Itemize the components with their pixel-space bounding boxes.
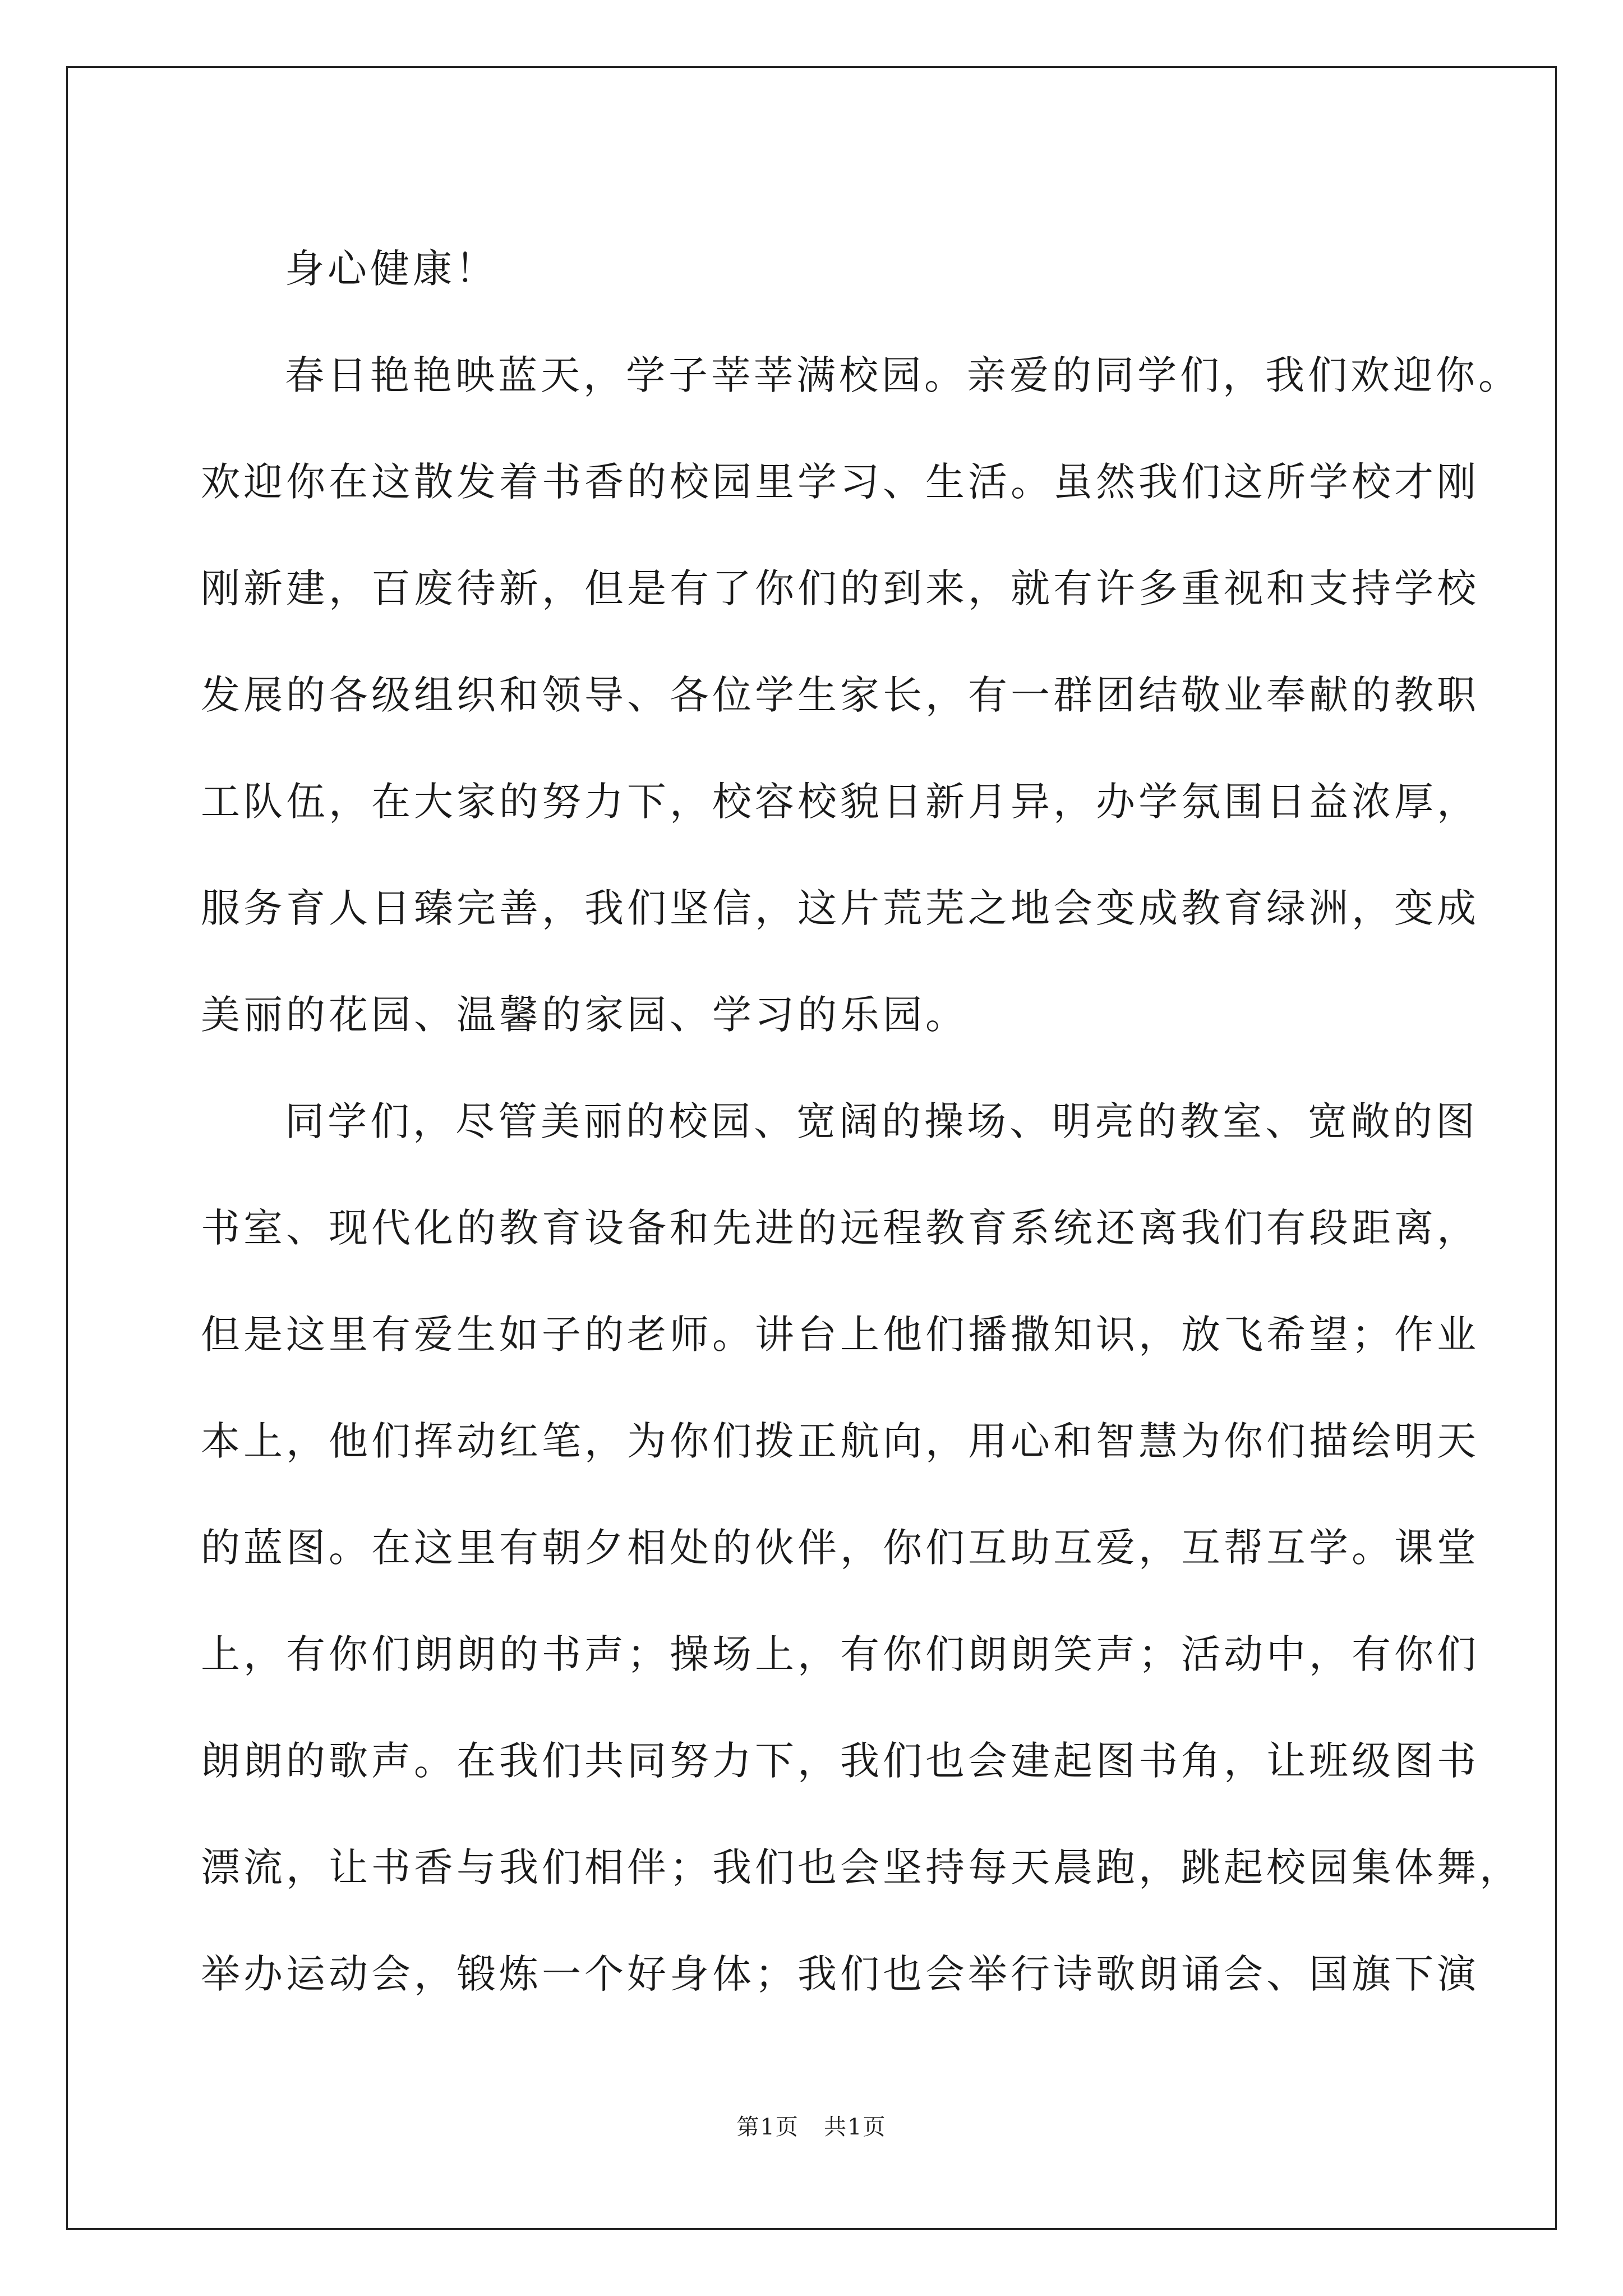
- text-line: 的蓝图。在这里有朝夕相处的伙伴，你们互助互爱，互帮互学。课堂: [201, 1525, 1479, 1571]
- page-footer: 第1页 共1页: [736, 2114, 887, 2140]
- text-line: 漂流，让书香与我们相伴；我们也会坚持每天晨跑，跳起校园集体舞，: [201, 1844, 1522, 1890]
- text-line: 同学们，尽管美丽的校园、宽阔的操场、明亮的教室、宽敞的图: [285, 1098, 1478, 1144]
- text-line: 欢迎你在这散发着书香的校园里学习、生活。虽然我们这所学校才刚: [201, 459, 1479, 505]
- text-line: 刚新建，百废待新，但是有了你们的到来，就有许多重视和支持学校: [201, 565, 1479, 611]
- text-line: 身心健康！: [285, 246, 498, 292]
- text-line: 工队伍，在大家的努力下，校容校貌日新月异，办学氛围日益浓厚，: [201, 779, 1479, 825]
- text-line: 朗朗的歌声。在我们共同努力下，我们也会建起图书角，让班级图书: [201, 1738, 1479, 1784]
- text-line: 上，有你们朗朗的书声；操场上，有你们朗朗笑声；活动中，有你们: [201, 1631, 1479, 1677]
- text-line: 但是这里有爱生如子的老师。讲台上他们播撒知识，放飞希望；作业: [201, 1312, 1479, 1358]
- text-line: 服务育人日臻完善，我们坚信，这片荒芜之地会变成教育绿洲，变成: [201, 885, 1479, 931]
- text-line: 发展的各级组织和领导、各位学生家长，有一群团结敬业奉献的教职: [201, 672, 1479, 718]
- text-line: 春日艳艳映蓝天，学子莘莘满校园。亲爱的同学们，我们欢迎你。: [285, 352, 1521, 398]
- text-line: 举办运动会，锻炼一个好身体；我们也会举行诗歌朗诵会、国旗下演: [201, 1951, 1479, 1997]
- document-body: [201, 215, 1522, 2027]
- text-line: 书室、现代化的教育设备和先进的远程教育系统还离我们有段距离，: [201, 1205, 1479, 1251]
- text-line: 美丽的花园、温馨的家园、学习的乐园。: [201, 992, 968, 1038]
- text-line: 本上，他们挥动红笔，为你们拨正航向，用心和智慧为你们描绘明天: [201, 1418, 1479, 1464]
